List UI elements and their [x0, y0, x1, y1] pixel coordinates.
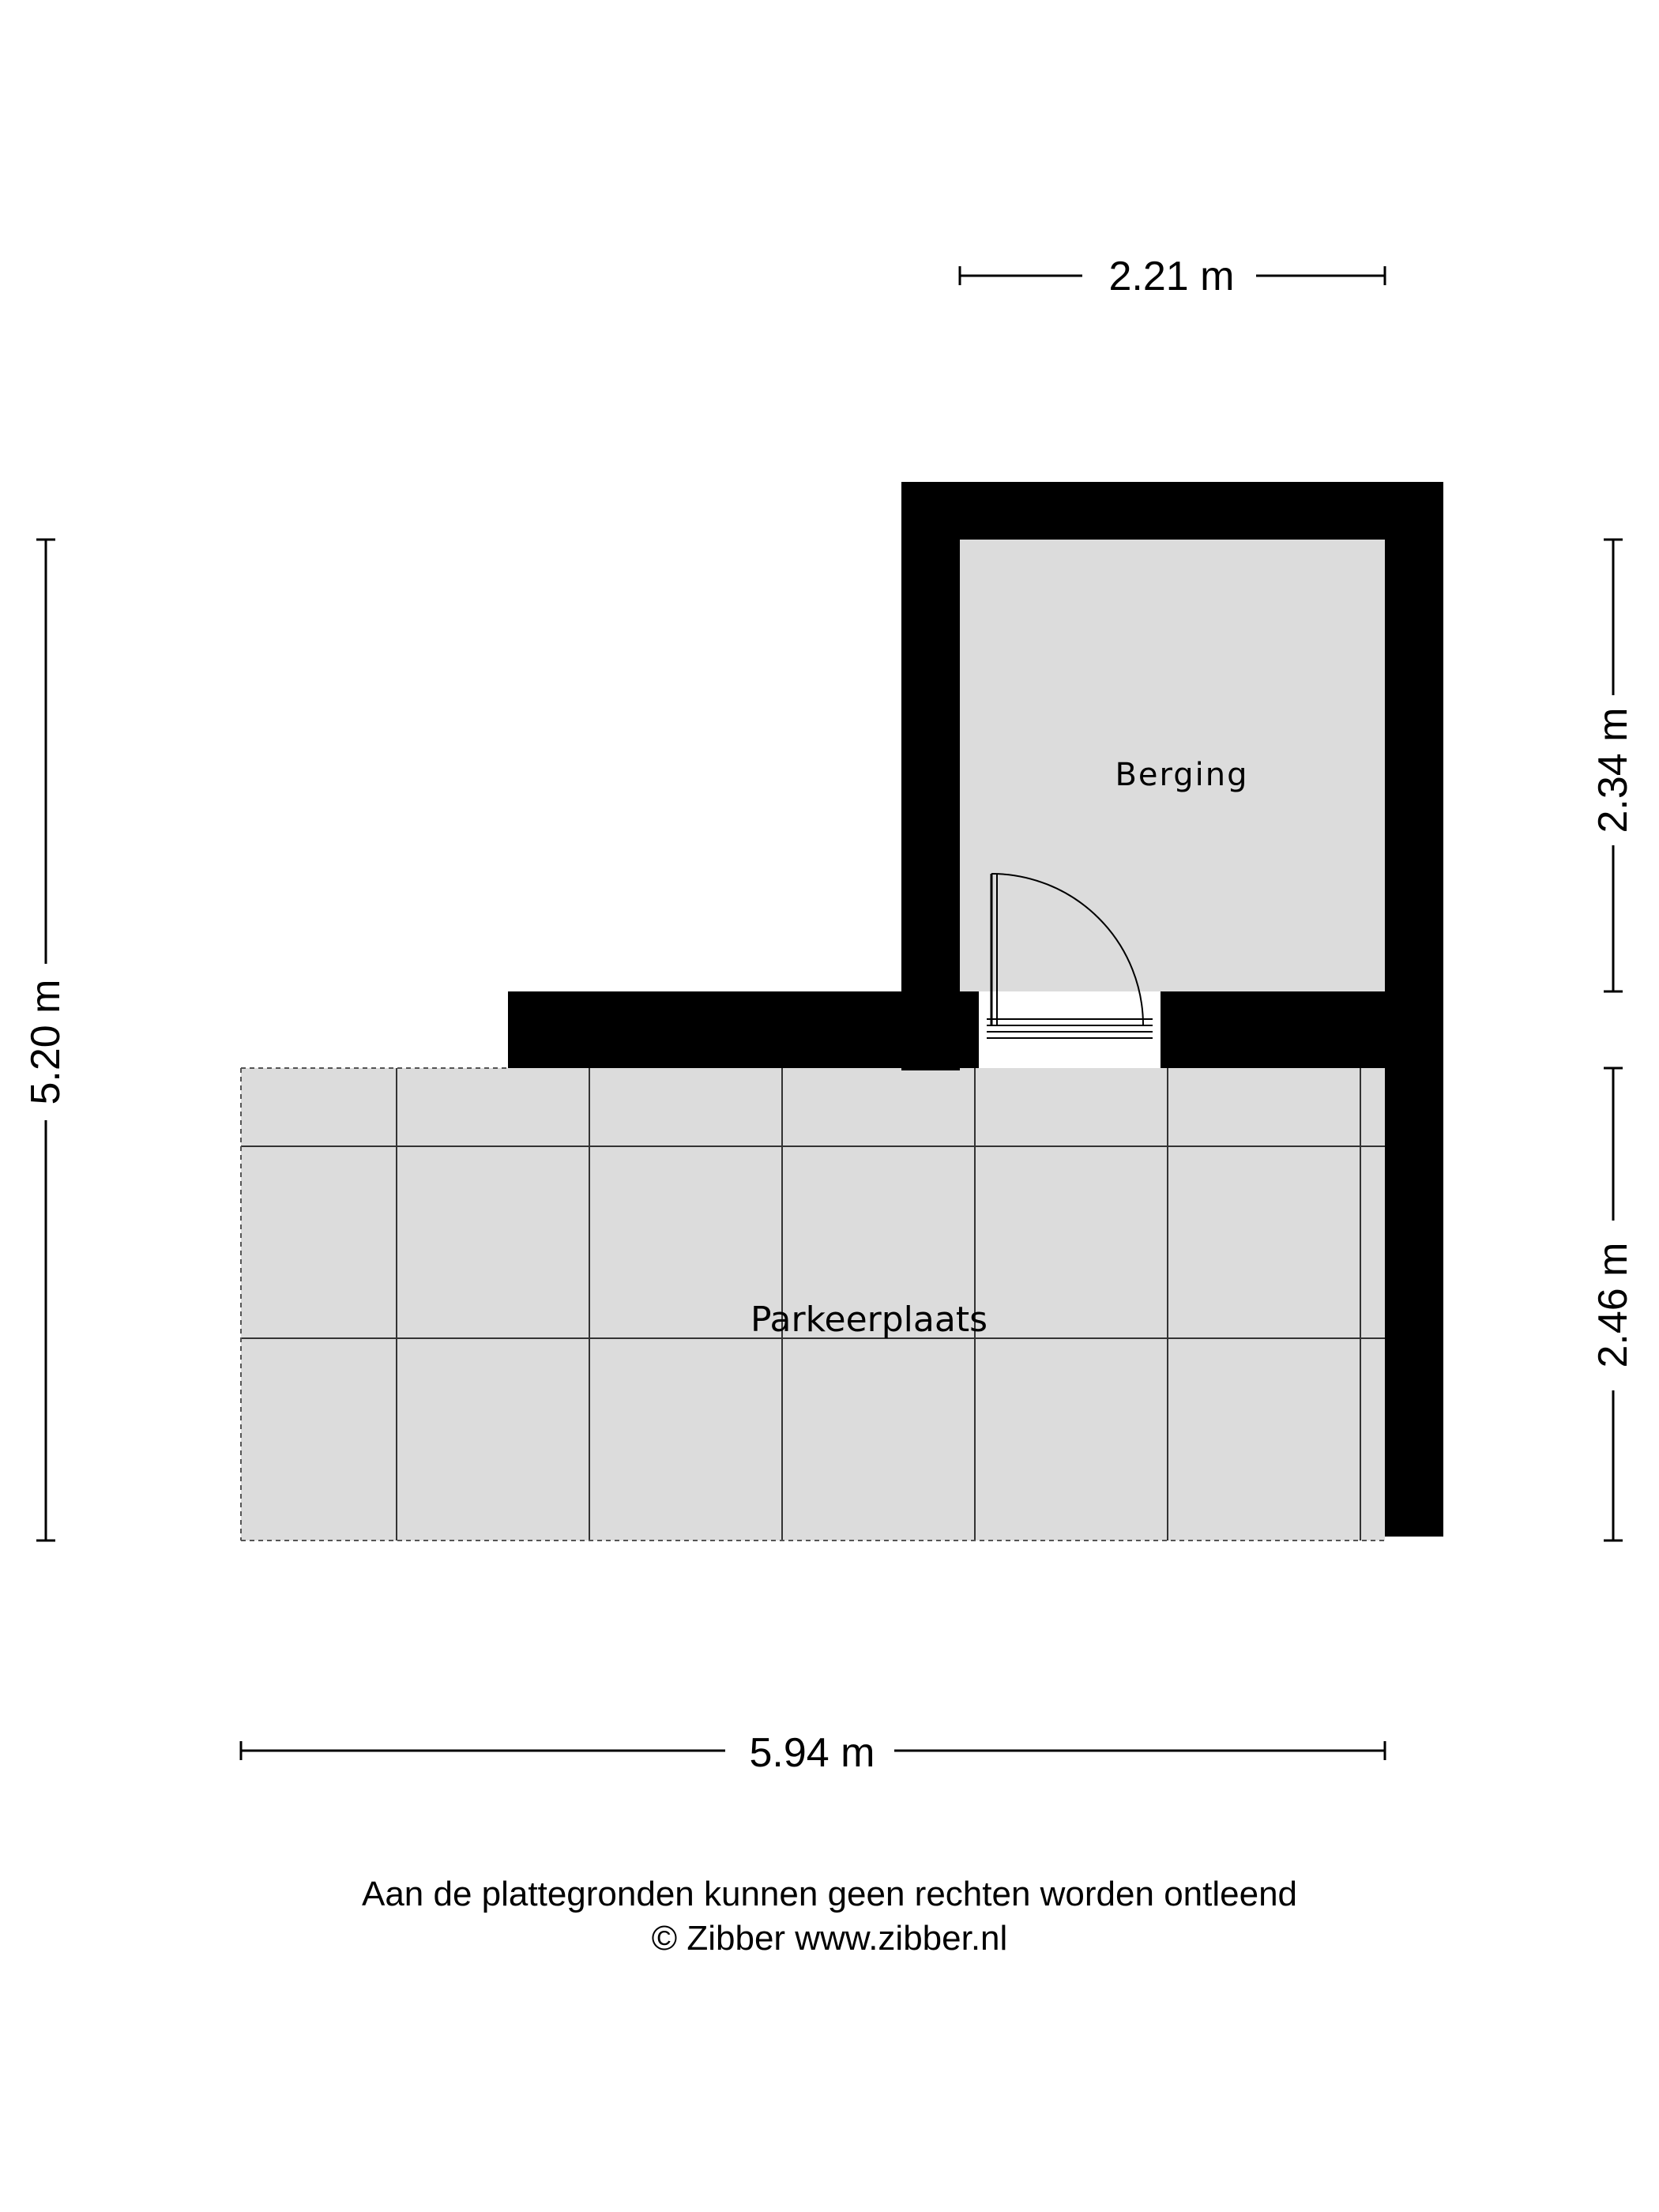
copyright-text: © Zibber www.zibber.nl	[651, 1919, 1008, 1958]
door-threshold	[979, 991, 1161, 1068]
dimension-label-total-height: 5.20 m	[23, 979, 69, 1105]
room-label-berging: Berging	[1115, 757, 1249, 793]
disclaimer-text: Aan de plattegronden kunnen geen rechten worden ontleend	[361, 1875, 1298, 1913]
wall-right	[1385, 482, 1443, 1537]
wall-left	[901, 482, 960, 1070]
room-label-parkeerplaats: Parkeerplaats	[750, 1300, 988, 1340]
wall-top	[901, 482, 1443, 540]
wall-middle-right	[1161, 991, 1385, 1068]
wall-middle-left	[508, 991, 979, 1068]
dimension-label-total-width: 5.94 m	[749, 1730, 875, 1776]
dimension-label-top-width: 2.21 m	[1108, 254, 1235, 299]
dimension-label-berging-height: 2.34 m	[1590, 707, 1636, 833]
dimension-label-parkeerplaats-height: 2.46 m	[1590, 1242, 1636, 1368]
footer	[0, 1872, 1659, 1961]
